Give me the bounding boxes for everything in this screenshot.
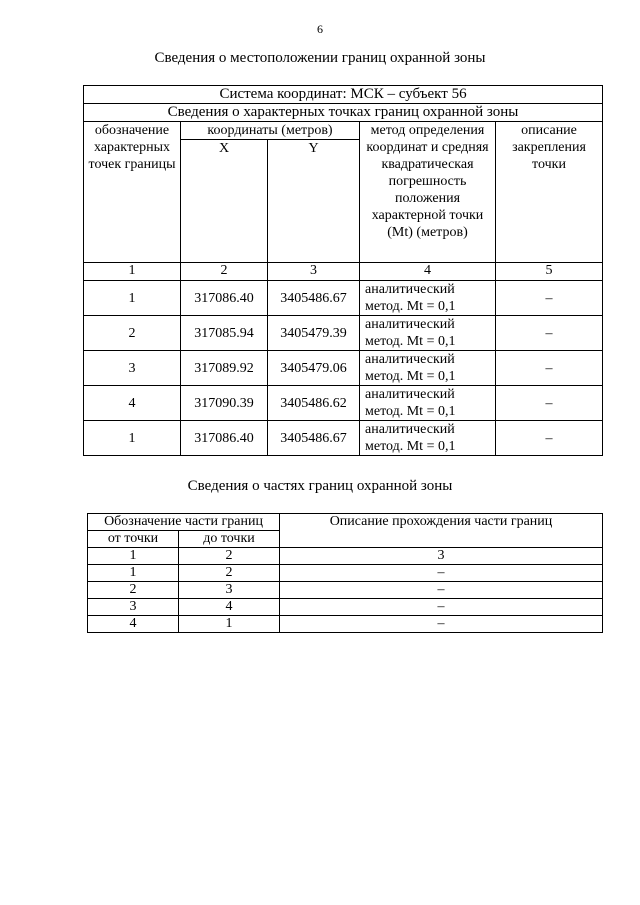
- column-index: 3: [268, 263, 360, 281]
- header-x: X: [181, 140, 268, 263]
- method-cell: [360, 386, 496, 421]
- desc-cell: –: [280, 599, 603, 616]
- to-cell: 1: [179, 616, 280, 633]
- x-cell: 317085.94: [181, 316, 268, 351]
- column-index: 1: [88, 548, 179, 565]
- x-cell: 317090.39: [181, 386, 268, 421]
- column-index: 5: [496, 263, 603, 281]
- table-row: [88, 582, 603, 599]
- from-cell: 1: [88, 565, 179, 582]
- point-cell: 4: [84, 386, 181, 421]
- desc-cell: –: [280, 582, 603, 599]
- method-line: аналитический: [365, 422, 455, 437]
- header-point-designation: обозначение характерных точек границы: [84, 122, 181, 263]
- desc-cell: –: [496, 316, 603, 351]
- desc-cell: –: [280, 565, 603, 582]
- table-row: [84, 281, 603, 316]
- header-method: метод определения координат и средняя квадратическая погрешность положения характерной точки (Mt) (метров): [360, 122, 496, 263]
- y-cell: 3405486.67: [268, 281, 360, 316]
- table-row: [88, 616, 603, 633]
- header-coordinates: координаты (метров): [181, 122, 360, 140]
- method-cell: [360, 351, 496, 386]
- section-title-location: Сведения о местоположении границ охранной зоны: [154, 50, 486, 66]
- desc-cell: –: [496, 421, 603, 456]
- from-cell: 4: [88, 616, 179, 633]
- table-row: [84, 316, 603, 351]
- header-from: от точки: [88, 531, 179, 548]
- method-cell: [360, 421, 496, 456]
- point-cell: 2: [84, 316, 181, 351]
- method-line: аналитический: [365, 387, 455, 402]
- x-cell: 317086.40: [181, 421, 268, 456]
- points-subtitle-cell: Сведения о характерных точках границ охранной зоны: [84, 104, 603, 122]
- section-title-parts: Сведения о частях границ охранной зоны: [187, 478, 453, 494]
- method-line: метод. Mt = 0,1: [365, 439, 456, 454]
- method-line: аналитический: [365, 317, 455, 332]
- desc-cell: –: [496, 386, 603, 421]
- coord-system-cell: Система координат: МСК – субъект 56: [84, 86, 603, 104]
- index-row: [88, 548, 603, 565]
- x-cell: 317086.40: [181, 281, 268, 316]
- y-cell: 3405479.06: [268, 351, 360, 386]
- method-line: метод. Mt = 0,1: [365, 369, 456, 384]
- table-row: [84, 386, 603, 421]
- boundary-parts-table: [87, 513, 603, 633]
- desc-cell: –: [280, 616, 603, 633]
- column-index: 1: [84, 263, 181, 281]
- y-cell: 3405486.62: [268, 386, 360, 421]
- to-cell: 3: [179, 582, 280, 599]
- y-cell: 3405486.67: [268, 421, 360, 456]
- method-cell: [360, 281, 496, 316]
- header-designation: Обозначение части границ: [88, 514, 280, 531]
- header-y: Y: [268, 140, 360, 263]
- desc-cell: –: [496, 351, 603, 386]
- table-row: [84, 351, 603, 386]
- point-cell: 1: [84, 421, 181, 456]
- header-part-description: Описание прохождения части границ: [280, 514, 603, 548]
- to-cell: 2: [179, 565, 280, 582]
- method-line: метод. Mt = 0,1: [365, 334, 456, 349]
- column-index: 4: [360, 263, 496, 281]
- from-cell: 3: [88, 599, 179, 616]
- method-line: метод. Mt = 0,1: [365, 299, 456, 314]
- x-cell: 317089.92: [181, 351, 268, 386]
- method-line: аналитический: [365, 282, 455, 297]
- page-number: 6: [317, 22, 323, 36]
- table-row: [84, 421, 603, 456]
- to-cell: 4: [179, 599, 280, 616]
- method-cell: [360, 316, 496, 351]
- method-line: аналитический: [365, 352, 455, 367]
- table-row: [88, 565, 603, 582]
- method-line: метод. Mt = 0,1: [365, 404, 456, 419]
- header-description: описание закрепления точки: [496, 122, 603, 263]
- point-cell: 1: [84, 281, 181, 316]
- point-cell: 3: [84, 351, 181, 386]
- boundary-points-table: [83, 85, 603, 456]
- table-row: [88, 599, 603, 616]
- column-index: 2: [181, 263, 268, 281]
- column-index: 3: [280, 548, 603, 565]
- desc-cell: –: [496, 281, 603, 316]
- column-index: 2: [179, 548, 280, 565]
- from-cell: 2: [88, 582, 179, 599]
- header-to: до точки: [179, 531, 280, 548]
- y-cell: 3405479.39: [268, 316, 360, 351]
